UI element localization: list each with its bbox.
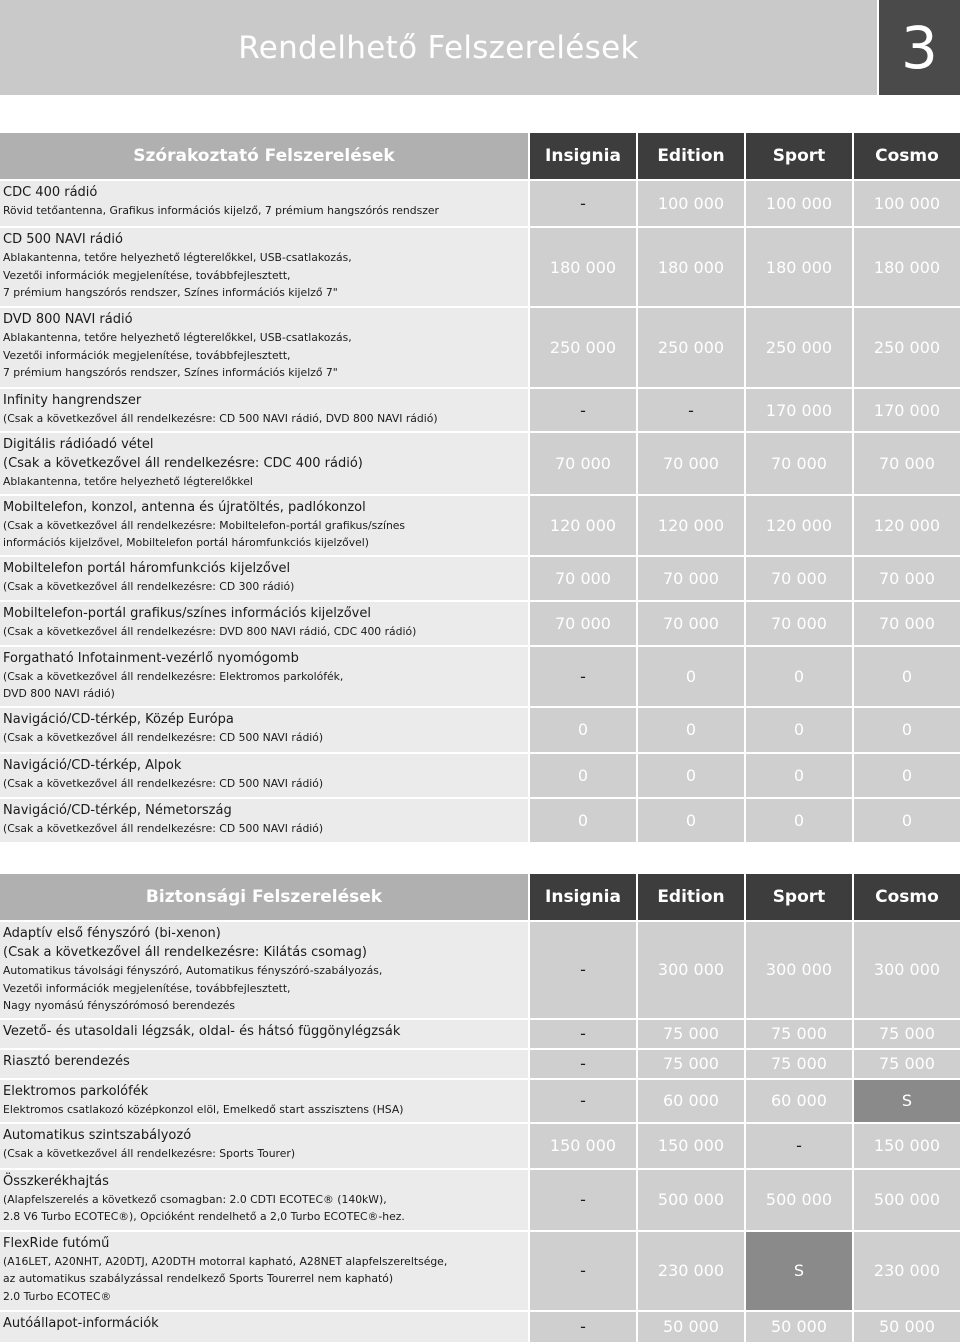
- feature-cell: [0, 602, 528, 647]
- price-insignia: -: [528, 1312, 636, 1344]
- feature-name: Mobiltelefon portál háromfunkciós kijelzővel: [3, 560, 291, 576]
- price-cosmo: 180 000: [852, 228, 960, 308]
- table-row: [0, 181, 960, 228]
- table-row: [0, 1080, 960, 1124]
- price-edition: 500 000: [636, 1170, 744, 1232]
- feature-description: 7 prémium hangszórós rendszer, Színes információs kijelző 7": [3, 286, 338, 299]
- table-row: [0, 922, 960, 1020]
- feature-description: (Csak a következővel áll rendelkezésre: Elektromos parkolófék,: [3, 669, 344, 683]
- feature-cell: [0, 1124, 528, 1170]
- feature-name: Infinity hangrendszer: [3, 393, 142, 408]
- feature-cell: [0, 754, 528, 799]
- price-sport: 75 000: [744, 1020, 852, 1050]
- price-sport: 50 000: [744, 1312, 852, 1344]
- price-sport: 70 000: [744, 557, 852, 602]
- feature-cell: [0, 922, 528, 1020]
- table-row: [0, 389, 960, 433]
- price-edition: 0: [636, 799, 744, 844]
- feature-description: (Csak a következővel áll rendelkezésre: CD 500 NAVI rádió, DVD 800 NAVI rádió): [3, 412, 438, 425]
- feature-name: Navigáció/CD-térkép, Németország: [3, 802, 232, 818]
- table-row: [0, 647, 960, 708]
- price-edition: 0: [636, 647, 744, 708]
- table-row: [0, 602, 960, 647]
- price-insignia: -: [528, 1050, 636, 1080]
- price-edition: 180 000: [636, 228, 744, 308]
- column-header-edition: Edition: [636, 133, 744, 181]
- feature-description: (Csak a következővel áll rendelkezésre: Mobiltelefon-portál grafikus/színes: [3, 518, 406, 532]
- price-cosmo: 75 000: [852, 1020, 960, 1050]
- price-sport: 75 000: [744, 1050, 852, 1080]
- price-insignia: 120 000: [528, 496, 636, 557]
- price-insignia: -: [528, 1020, 636, 1050]
- price-insignia: 250 000: [528, 308, 636, 389]
- price-edition: 70 000: [636, 602, 744, 647]
- price-insignia: 70 000: [528, 557, 636, 602]
- feature-description: Automatikus távolsági fényszóró, Automatikus fényszóró-szabályozás,: [3, 964, 383, 977]
- price-cosmo: 70 000: [852, 602, 960, 647]
- feature-cell: [0, 708, 528, 754]
- feature-description: Ablakantenna, tetőre helyezhető légterelőkkel, USB-csatlakozás,: [3, 331, 352, 344]
- price-insignia: 180 000: [528, 228, 636, 308]
- price-insignia: -: [528, 389, 636, 433]
- table-row: [0, 1312, 960, 1344]
- price-cosmo: 70 000: [852, 433, 960, 496]
- feature-name: DVD 800 NAVI rádió: [3, 312, 133, 327]
- feature-name: CD 500 NAVI rádió: [3, 232, 123, 247]
- feature-name: Navigáció/CD-térkép, Alpok: [3, 757, 182, 773]
- feature-description: 7 prémium hangszórós rendszer, Színes információs kijelző 7": [3, 366, 338, 379]
- feature-description: 2.0 Turbo ECOTEC®: [3, 1289, 112, 1303]
- feature-description: információs kijelzővel, Mobiltelefon portál háromfunkciós kijelzővel): [3, 536, 369, 549]
- feature-description: Elektromos csatlakozó középkonzol elöl, Emelkedő start asszisztens (HSA): [3, 1102, 404, 1116]
- price-edition: 70 000: [636, 557, 744, 602]
- feature-cell: [0, 1170, 528, 1232]
- price-edition: 50 000: [636, 1312, 744, 1344]
- feature-cell: [0, 228, 528, 308]
- price-cosmo: 75 000: [852, 1050, 960, 1080]
- price-sport: 180 000: [744, 228, 852, 308]
- feature-cell: [0, 1232, 528, 1312]
- price-insignia: 70 000: [528, 433, 636, 496]
- feature-cell: [0, 389, 528, 433]
- table-row: [0, 754, 960, 799]
- price-edition: 300 000: [636, 922, 744, 1020]
- price-edition: 0: [636, 708, 744, 754]
- feature-name: Összkerékhajtás: [3, 1173, 109, 1189]
- feature-description: (Csak a következővel áll rendelkezésre: Sports Tourer): [3, 1146, 296, 1160]
- price-sport: 0: [744, 799, 852, 844]
- price-sport: S: [744, 1232, 852, 1312]
- price-edition: 75 000: [636, 1050, 744, 1080]
- column-header-insignia: Insignia: [528, 874, 636, 922]
- feature-name: FlexRide futómű: [3, 1235, 110, 1251]
- feature-description: (Alapfelszerelés a következő csomagban: 2.0 CDTI ECOTEC® (140kW),: [3, 1192, 387, 1206]
- price-insignia: 70 000: [528, 602, 636, 647]
- price-edition: 230 000: [636, 1232, 744, 1312]
- column-header-edition: Edition: [636, 874, 744, 922]
- table-row: [0, 799, 960, 844]
- column-header-sport: Sport: [744, 874, 852, 922]
- header-row: [0, 133, 960, 181]
- price-cosmo: 500 000: [852, 1170, 960, 1232]
- feature-description: Vezetői információk megjelenítése, továbbfejlesztett,: [3, 981, 291, 995]
- header-row: [0, 874, 960, 922]
- table-row: [0, 708, 960, 754]
- feature-name: Mobiltelefon-portál grafikus/színes információs kijelzővel: [3, 605, 371, 621]
- feature-description: Vezetői információk megjelenítése, továbbfejlesztett,: [3, 268, 291, 282]
- table-row: [0, 433, 960, 496]
- price-insignia: -: [528, 1232, 636, 1312]
- price-cosmo: 250 000: [852, 308, 960, 389]
- column-header-cosmo: Cosmo: [852, 874, 960, 922]
- price-sport: 500 000: [744, 1170, 852, 1232]
- column-header-cosmo: Cosmo: [852, 133, 960, 181]
- price-edition: 75 000: [636, 1020, 744, 1050]
- price-sport: 120 000: [744, 496, 852, 557]
- feature-description: (Csak a következővel áll rendelkezésre: CD 500 NAVI rádió): [3, 776, 324, 790]
- section-title: Biztonsági Felszerelések: [0, 874, 528, 922]
- feature-cell: [0, 647, 528, 708]
- feature-name: Digitális rádióadó vétel: [3, 437, 154, 452]
- column-header-sport: Sport: [744, 133, 852, 181]
- price-cosmo: 0: [852, 647, 960, 708]
- feature-description: Ablakantenna, tetőre helyezhető légterelőkkel: [3, 475, 253, 488]
- price-cosmo: 0: [852, 708, 960, 754]
- table-row: [0, 228, 960, 308]
- column-header-insignia: Insignia: [528, 133, 636, 181]
- price-sport: 0: [744, 708, 852, 754]
- price-edition: 250 000: [636, 308, 744, 389]
- table-row: [0, 496, 960, 557]
- table-row: [0, 1232, 960, 1312]
- table-row: [0, 308, 960, 389]
- price-cosmo: 150 000: [852, 1124, 960, 1170]
- price-insignia: -: [528, 1080, 636, 1124]
- feature-description: (Csak a következővel áll rendelkezésre: CD 300 rádió): [3, 579, 295, 593]
- feature-name: Adaptív első fényszóró (bi-xenon): [3, 926, 221, 941]
- price-cosmo: 0: [852, 799, 960, 844]
- features-table: [0, 133, 960, 844]
- price-insignia: -: [528, 647, 636, 708]
- feature-name: Automatikus szintszabályozó: [3, 1127, 192, 1143]
- feature-description: DVD 800 NAVI rádió): [3, 687, 115, 700]
- feature-description: (Csak a következővel áll rendelkezésre: DVD 800 NAVI rádió, CDC 400 rádió): [3, 624, 417, 638]
- feature-description: 2.8 V6 Turbo ECOTEC®), Opcióként rendelhető a 2,0 Turbo ECOTEC®-hez.: [3, 1210, 405, 1223]
- price-cosmo: 120 000: [852, 496, 960, 557]
- price-insignia: 0: [528, 799, 636, 844]
- price-sport: 0: [744, 647, 852, 708]
- price-cosmo: 100 000: [852, 181, 960, 228]
- price-edition: 0: [636, 754, 744, 799]
- feature-description: az automatikus szabályzással rendelkező Sports Tourerrel nem kapható): [3, 1272, 394, 1285]
- feature-cell: [0, 1312, 528, 1344]
- section-title: Szórakoztató Felszerelések: [0, 133, 528, 181]
- table-row: [0, 1124, 960, 1170]
- feature-description: Ablakantenna, tetőre helyezhető légterelőkkel, USB-csatlakozás,: [3, 251, 352, 264]
- page-title: Rendelhető Felszerelések: [238, 29, 639, 66]
- feature-availability: (Csak a következővel áll rendelkezésre: CDC 400 rádió): [3, 456, 363, 471]
- price-cosmo: 50 000: [852, 1312, 960, 1344]
- feature-description: Nagy nyomású fényszórómosó berendezés: [3, 999, 236, 1012]
- price-sport: 300 000: [744, 922, 852, 1020]
- feature-name: Autóállapot-információk: [3, 1315, 159, 1331]
- price-cosmo: 300 000: [852, 922, 960, 1020]
- price-edition: 70 000: [636, 433, 744, 496]
- feature-description: (A16LET, A20NHT, A20DTJ, A20DTH motorral kapható, A28NET alapfelszereltsége,: [3, 1254, 448, 1268]
- table-row: [0, 1170, 960, 1232]
- price-cosmo: 0: [852, 754, 960, 799]
- feature-name: Elektromos parkolófék: [3, 1083, 149, 1099]
- feature-description: Rövid tetőantenna, Grafikus információs kijelző, 7 prémium hangszórós rendszer: [3, 204, 439, 217]
- feature-cell: [0, 1020, 528, 1050]
- price-sport: 100 000: [744, 181, 852, 228]
- table-row: [0, 1050, 960, 1080]
- entertainment-table: [0, 133, 960, 844]
- feature-name: Forgatható Infotainment-vezérlő nyomógomb: [3, 650, 299, 666]
- price-cosmo: 230 000: [852, 1232, 960, 1312]
- price-insignia: 150 000: [528, 1124, 636, 1170]
- price-edition: 100 000: [636, 181, 744, 228]
- price-insignia: 0: [528, 754, 636, 799]
- price-sport: 170 000: [744, 389, 852, 433]
- price-sport: 0: [744, 754, 852, 799]
- table-row: [0, 557, 960, 602]
- feature-description: (Csak a következővel áll rendelkezésre: CD 500 NAVI rádió): [3, 821, 324, 835]
- feature-cell: [0, 557, 528, 602]
- feature-name: Vezető- és utasoldali légzsák, oldal- és hátsó függönylégzsák: [3, 1023, 401, 1039]
- chapter-number: 3: [901, 13, 938, 82]
- price-insignia: -: [528, 181, 636, 228]
- price-edition: 120 000: [636, 496, 744, 557]
- price-edition: 150 000: [636, 1124, 744, 1170]
- feature-cell: [0, 308, 528, 389]
- price-sport: 250 000: [744, 308, 852, 389]
- feature-name: Navigáció/CD-térkép, Közép Európa: [3, 711, 234, 727]
- feature-name: Riasztó berendezés: [3, 1053, 130, 1069]
- price-insignia: -: [528, 922, 636, 1020]
- feature-name: Mobiltelefon, konzol, antenna és újratöltés, padlókonzol: [3, 499, 366, 515]
- feature-description: Vezetői információk megjelenítése, továbbfejlesztett,: [3, 348, 291, 362]
- price-cosmo: 170 000: [852, 389, 960, 433]
- price-cosmo: 70 000: [852, 557, 960, 602]
- feature-cell: [0, 799, 528, 844]
- feature-availability: (Csak a következővel áll rendelkezésre: Kilátás csomag): [3, 945, 367, 960]
- feature-cell: [0, 1080, 528, 1124]
- price-edition: 60 000: [636, 1080, 744, 1124]
- feature-cell: [0, 1050, 528, 1080]
- price-insignia: -: [528, 1170, 636, 1232]
- feature-cell: [0, 496, 528, 557]
- feature-description: (Csak a következővel áll rendelkezésre: CD 500 NAVI rádió): [3, 730, 324, 744]
- price-cosmo: S: [852, 1080, 960, 1124]
- feature-cell: [0, 433, 528, 496]
- price-edition: -: [636, 389, 744, 433]
- feature-name: CDC 400 rádió: [3, 185, 98, 200]
- feature-cell: [0, 181, 528, 228]
- price-sport: -: [744, 1124, 852, 1170]
- features-table: [0, 874, 960, 1344]
- price-sport: 70 000: [744, 433, 852, 496]
- safety-table: [0, 874, 960, 1344]
- price-insignia: 0: [528, 708, 636, 754]
- price-sport: 60 000: [744, 1080, 852, 1124]
- table-row: [0, 1020, 960, 1050]
- price-sport: 70 000: [744, 602, 852, 647]
